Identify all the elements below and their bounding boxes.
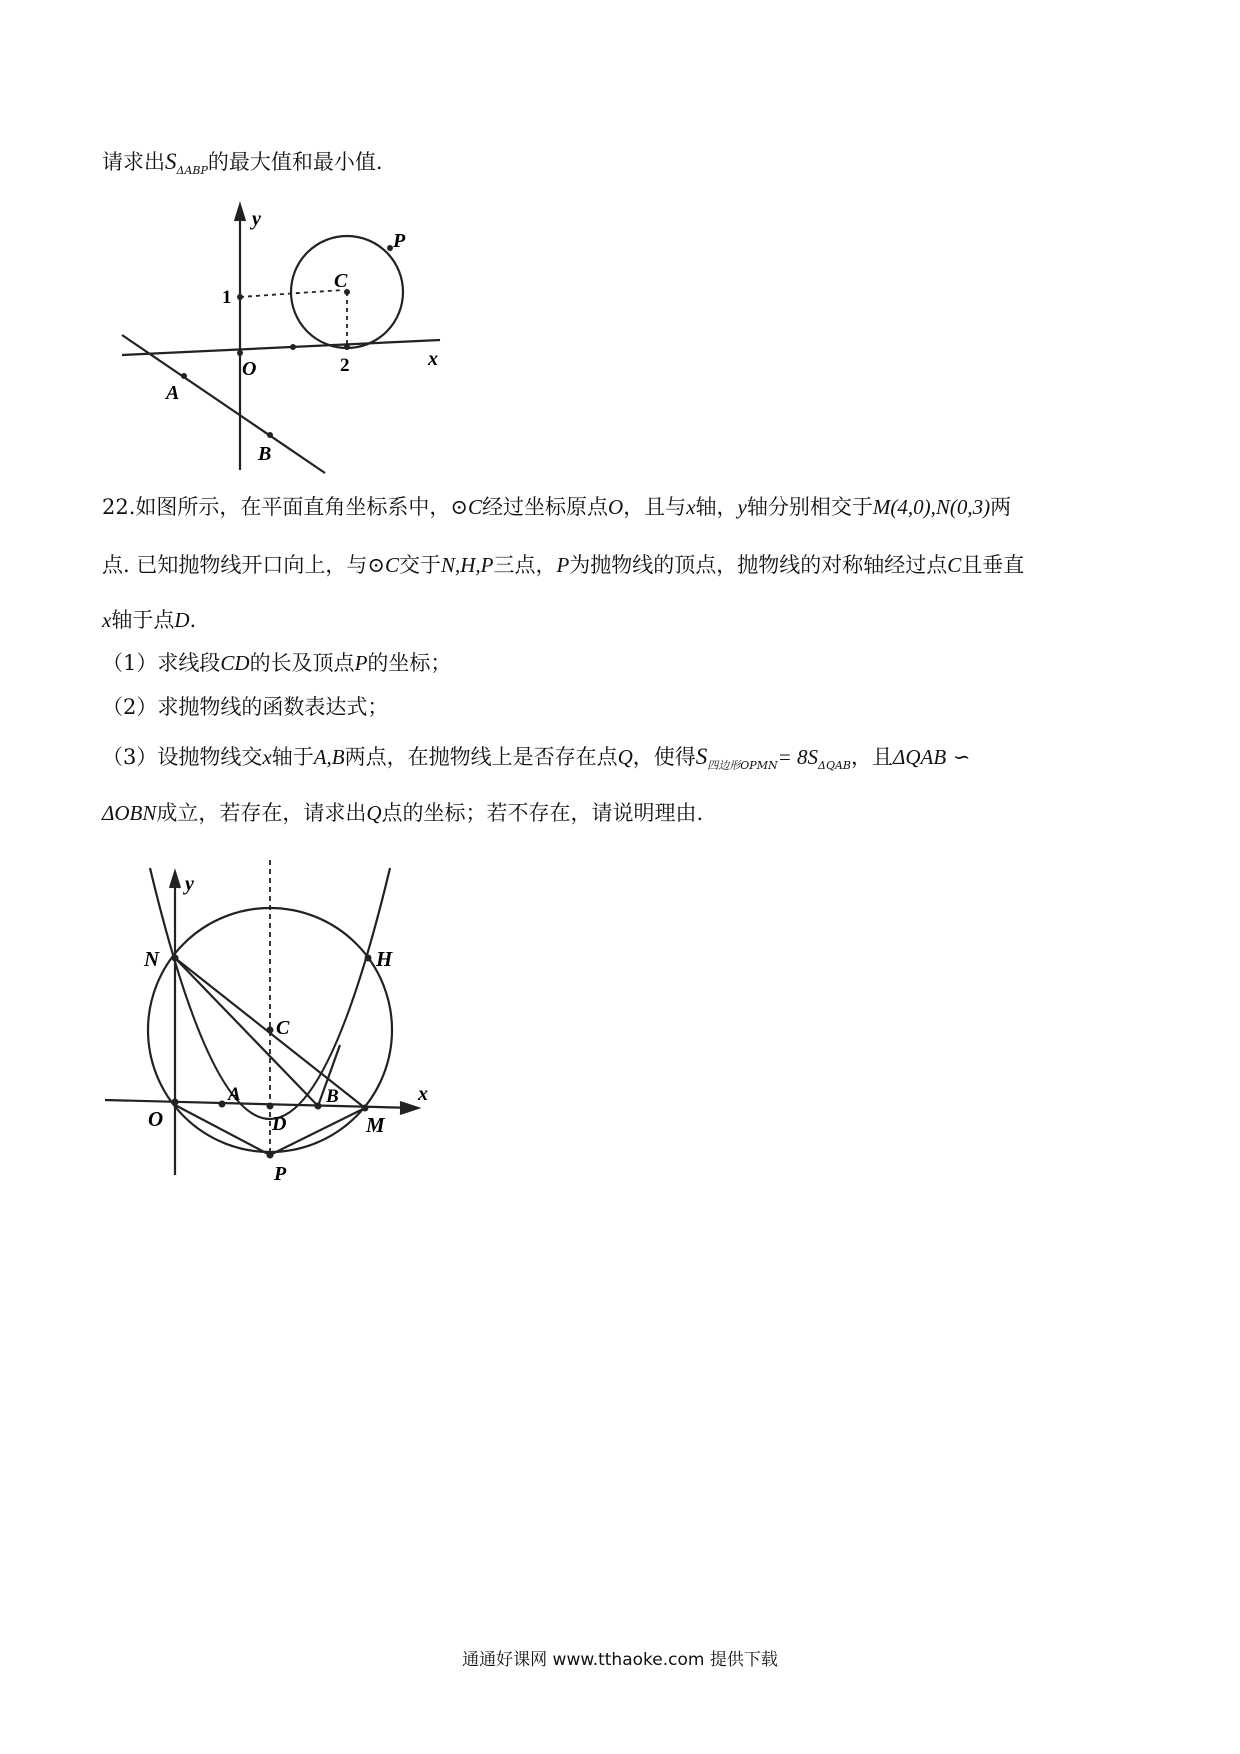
text: （1）求线段 <box>102 651 221 675</box>
y-axis-arrow <box>170 872 180 888</box>
math: S <box>695 744 708 769</box>
math: x <box>102 608 112 632</box>
problem-number: 22. <box>102 495 136 519</box>
problem-22-line-1 <box>102 497 1011 518</box>
text: . <box>189 608 197 632</box>
top-question <box>102 150 383 176</box>
x-axis-arrow <box>400 1102 418 1114</box>
text: 轴于 <box>271 745 314 769</box>
text: ，且与 <box>623 495 687 519</box>
text: 三点， <box>493 553 557 577</box>
label-b: B <box>258 443 272 465</box>
math: P <box>556 553 570 577</box>
math: D <box>174 608 190 632</box>
label-o: O <box>148 1107 164 1131</box>
math: O <box>608 495 624 519</box>
text: 交于 <box>398 553 441 577</box>
label-y: y <box>252 208 261 230</box>
label-p: P <box>393 230 406 252</box>
label-a: A <box>166 382 180 404</box>
question-3 <box>102 745 970 771</box>
problem-22-line-2 <box>102 555 1024 576</box>
math: x <box>686 495 696 519</box>
math: ΔQAB <box>893 745 947 769</box>
area-subscript: ΔABP <box>176 164 208 178</box>
text: 的最大值和最小值. <box>207 150 383 174</box>
math: P <box>354 651 368 675</box>
label-c: C <box>334 270 348 292</box>
text: 轴于点 <box>111 608 175 632</box>
footer-source: 通通好课网 www.tthaoke.com 提供下载 <box>462 1650 778 1670</box>
text: 且垂直 <box>961 553 1025 577</box>
label-x: x <box>428 348 438 370</box>
text: 的坐标； <box>367 651 452 675</box>
question-3-continued <box>102 803 703 824</box>
question-1 <box>102 653 451 674</box>
math: M(4,0),N(0,3) <box>872 495 991 519</box>
label-d: D <box>272 1113 287 1135</box>
text: ，使得 <box>632 745 696 769</box>
label-x: x <box>418 1083 428 1105</box>
math: y <box>737 495 747 519</box>
line-nb <box>175 958 318 1106</box>
math: ⊙C <box>367 553 399 577</box>
label-origin: O <box>242 358 257 380</box>
text: 点的坐标；若不存在，请说明理由. <box>381 801 704 825</box>
text: 轴， <box>695 495 738 519</box>
text: 两 <box>990 495 1012 519</box>
label-one: 1 <box>222 287 232 308</box>
math: ΔOBN <box>102 801 157 825</box>
math: A,B <box>313 745 345 769</box>
text: 点. 已知抛物线开口向上，与 <box>102 553 368 577</box>
text: （2）求抛物线的函数表达式； <box>102 695 389 719</box>
figure-2 <box>100 850 450 1190</box>
text: （3）设抛物线交 <box>102 745 263 769</box>
math: ⊙C <box>450 495 483 519</box>
question-2 <box>102 697 388 718</box>
text: 如图所示，在平面直角坐标系中， <box>135 495 451 519</box>
math: Q <box>366 801 382 825</box>
area-symbol: S <box>165 149 177 174</box>
text: 两点，在抛物线上是否存在点 <box>344 745 618 769</box>
text: 轴分别相交于 <box>746 495 873 519</box>
label-two: 2 <box>340 355 350 376</box>
text: ，且 <box>851 745 894 769</box>
math: x <box>262 745 272 769</box>
text: 为抛物线的顶点，抛物线的对称轴经过点 <box>569 553 948 577</box>
math: = 8S <box>777 745 819 769</box>
line-ab <box>122 335 325 473</box>
text: 请求出 <box>102 150 165 174</box>
text: 成立，若存在，请求出 <box>156 801 367 825</box>
figure-1 <box>100 195 460 485</box>
math: CD <box>220 651 250 675</box>
problem-22-line-3 <box>102 610 196 631</box>
x-axis <box>122 340 440 355</box>
math: C <box>947 553 962 577</box>
label-m: M <box>366 1113 385 1137</box>
label-c: C <box>276 1017 290 1039</box>
label-n: N <box>144 947 160 971</box>
text: 经过坐标原点 <box>482 495 609 519</box>
text: 的长及顶点 <box>249 651 355 675</box>
similar-symbol: ∽ <box>952 745 971 769</box>
math: N,H,P <box>440 553 494 577</box>
label-h: H <box>376 947 393 971</box>
subscript: ΔQAB <box>818 759 852 773</box>
label-y: y <box>185 873 194 895</box>
label-b: B <box>326 1086 339 1107</box>
label-a: A <box>228 1084 241 1105</box>
subscript: 四边形OPMN <box>707 759 778 773</box>
label-p: P <box>274 1163 287 1185</box>
y-axis-arrow <box>235 205 245 221</box>
math: Q <box>617 745 633 769</box>
